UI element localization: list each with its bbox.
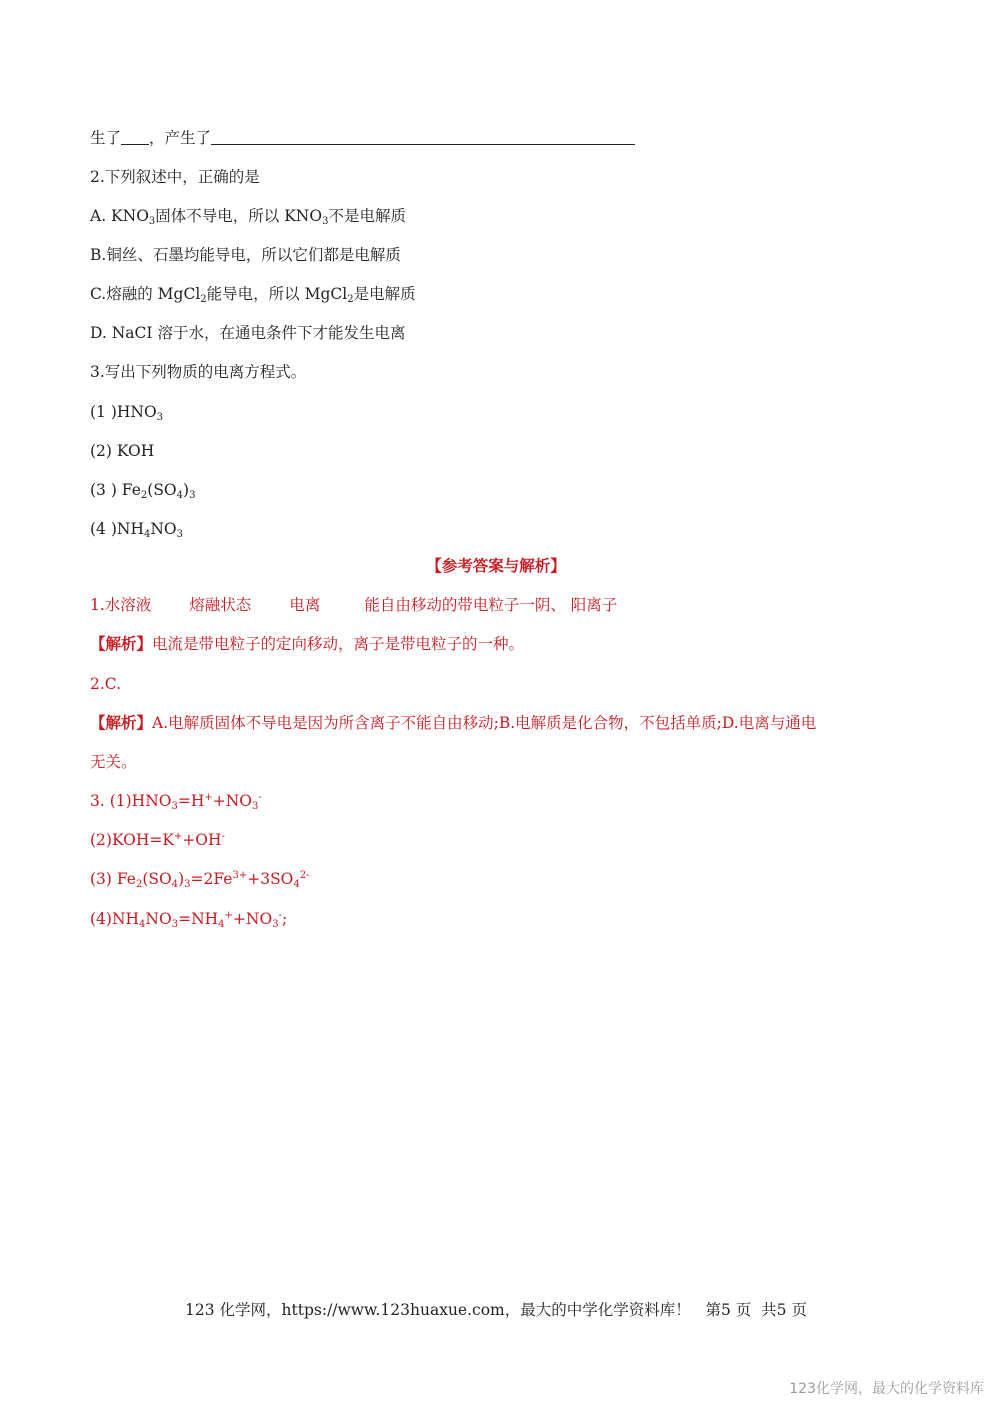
q2-option-d: D. NaCI 溶于水，在通电条件下才能发生电离 (90, 324, 406, 342)
answer-1-explanation: 【解析】电流是带电粒子的定向移动，离子是带电粒子的一种。 (90, 634, 525, 653)
q1-tail-line (90, 128, 635, 148)
answer-3-3: (3) $Fe_2(SO_4)_3=2Fe^{3+}+3SO_4^{2-}$ (90, 870, 310, 890)
answer-3-4: $(4)NH_4NO_3=NH_4^++NO_3^-$; (90, 910, 288, 930)
answer-2-explanation-cont: 无关。 (90, 753, 137, 771)
answer-2-explanation: 【解析】A.电解质固体不导电是因为所含离子不能自由移动;B.电解质是化合物，不包括单质;D.电离与通电 (90, 713, 817, 732)
answer-3-1: 3. $(1)HNO_3=H^++NO_3^-$ (90, 792, 262, 812)
q2-option-b: B.铜丝、石墨均能导电，所以它们都是电解质 (90, 246, 401, 264)
answers-heading: 【参考答案与解析】 (426, 556, 566, 575)
q3-item-4: (4 )$NH_4NO_3$ (90, 520, 183, 540)
q1-tail-text-b: ，产生了 (149, 129, 212, 147)
answer-blank-1 (121, 128, 149, 145)
answer-2: 2.C. (90, 675, 122, 693)
q2-stem: 2.下列叙述中，正确的是 (90, 168, 260, 186)
q2-option-c: C.熔融的 MgCl$_2$能导电，所以 MgCl$_2$是电解质 (90, 285, 416, 305)
q3-item-2: (2) KOH (90, 442, 155, 460)
page-footer: 123 化学网，https://www.123huaxue.com，最大的中学化学资料库！ 第5 页 共5 页 (185, 1301, 807, 1319)
q1-tail-text-a: 生了 (90, 129, 122, 147)
watermark-text: 123化学网，最大的化学资料库 (789, 1381, 984, 1397)
q2-option-a: A. $KNO_3$固体不导电，所以 $KNO_3$不是电解质 (90, 207, 406, 227)
answer-blank-2 (211, 128, 635, 145)
answer-1: 1.水溶液 熔融状态 电离 能自由移动的带电粒子一阴、 阳离子 (90, 596, 618, 614)
q3-stem: 3.写出下列物质的电离方程式。 (90, 363, 307, 381)
answer-3-2: (2)KOH=K++OH- (90, 831, 225, 849)
q3-item-1: (1 )$HNO_3$ (90, 403, 164, 423)
q3-item-3: (3 ) $Fe_2(SO_4)_3$ (90, 481, 196, 501)
